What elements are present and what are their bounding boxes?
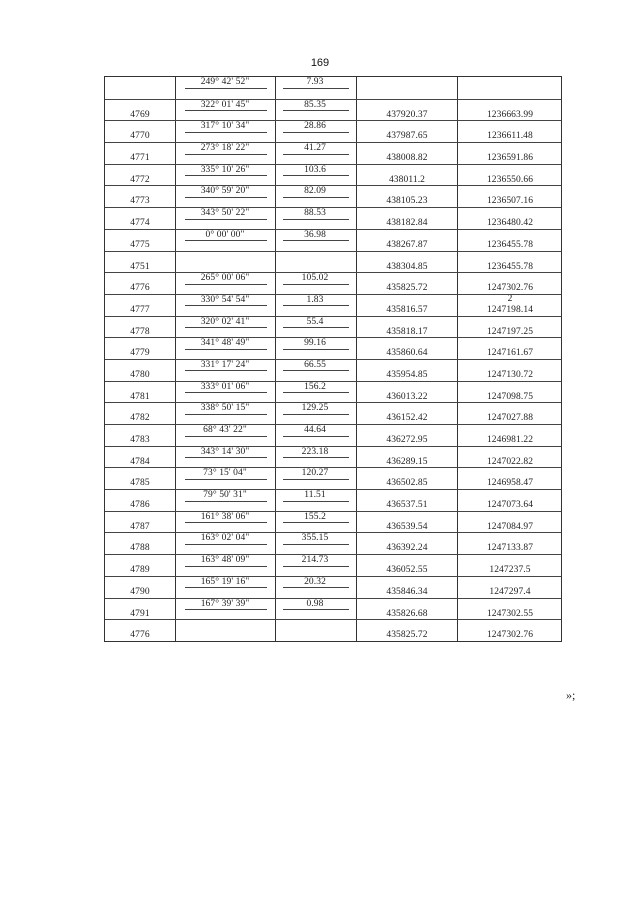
distance-cell: 44.64 bbox=[304, 425, 326, 435]
sub-row-line bbox=[283, 566, 349, 567]
table-row bbox=[105, 359, 561, 381]
table-row bbox=[105, 446, 561, 468]
distance-cell: 99.16 bbox=[304, 338, 326, 349]
x-coordinate-cell: 435860.64 bbox=[386, 348, 428, 359]
sub-row-line bbox=[283, 197, 349, 198]
sub-row-line bbox=[185, 566, 267, 567]
sub-row-line bbox=[283, 305, 349, 306]
y-coordinate-cell: 1247022.82 bbox=[486, 456, 534, 467]
x-coordinate-cell: 435954.85 bbox=[386, 369, 428, 380]
point-cell: 4775 bbox=[130, 239, 150, 250]
x-coordinate-cell: 438008.82 bbox=[386, 153, 428, 164]
point-cell: 4772 bbox=[130, 174, 150, 185]
x-coordinate-cell: 438011.2 bbox=[388, 174, 426, 185]
sub-row-line bbox=[185, 175, 267, 176]
sub-row-line bbox=[185, 522, 267, 523]
table-row bbox=[105, 77, 561, 99]
angle-cell: 0° 00' 00" bbox=[205, 229, 245, 240]
x-coordinate-cell: 437920.37 bbox=[386, 109, 428, 120]
sub-row-line bbox=[283, 501, 349, 502]
y-coordinate-cell: 1236611.48 bbox=[487, 131, 533, 142]
point-cell: 4778 bbox=[130, 326, 150, 337]
y-coordinate-cell: 1247130.72 bbox=[486, 369, 534, 380]
y-coordinate-cell: 1236455.78 bbox=[486, 261, 534, 272]
table-row bbox=[105, 402, 561, 424]
angle-cell: 331° 17' 24" bbox=[200, 359, 250, 370]
sub-row-line bbox=[185, 587, 267, 588]
table-row bbox=[105, 467, 561, 489]
sub-row-line bbox=[185, 240, 267, 241]
x-coordinate-cell: 435825.72 bbox=[386, 283, 428, 294]
angle-cell: 340° 59' 20" bbox=[200, 186, 250, 197]
sub-row-line bbox=[185, 110, 267, 111]
y-coordinate-cell: 1247133.87 bbox=[486, 543, 534, 554]
table-row bbox=[105, 381, 561, 403]
sub-row-line bbox=[185, 284, 267, 285]
distance-cell: 11.51 bbox=[304, 490, 326, 501]
y-coordinate-cell: 1246981.22 bbox=[486, 435, 534, 445]
table-row bbox=[105, 576, 561, 598]
y-coordinate-cell: 1236507.16 bbox=[486, 196, 534, 207]
point-cell: 4781 bbox=[130, 391, 150, 402]
sub-row-line bbox=[283, 436, 349, 437]
x-coordinate-cell: 436502.85 bbox=[386, 478, 428, 489]
y-coordinate-cell: 1236550.66 bbox=[486, 174, 534, 185]
angle-cell: 338° 50' 15" bbox=[200, 403, 250, 414]
point-cell: 4784 bbox=[130, 456, 150, 467]
y-coordinate-cell: 1247302.55 bbox=[486, 608, 534, 619]
distance-cell: 120.27 bbox=[301, 468, 329, 479]
point-cell: 4774 bbox=[130, 218, 150, 229]
distance-cell: 82.09 bbox=[304, 186, 326, 197]
y-coordinate-cell: 1247084.97 bbox=[486, 521, 534, 532]
page-number: 169 bbox=[310, 57, 330, 69]
sub-row-line bbox=[283, 240, 349, 241]
sub-row-line bbox=[185, 479, 267, 480]
y-coordinate-cell: 1247161.67 bbox=[486, 348, 534, 359]
distance-cell: 156.2 bbox=[304, 381, 326, 392]
x-coordinate-cell: 436392.24 bbox=[386, 543, 428, 554]
x-coordinate-cell: 436152.42 bbox=[386, 413, 428, 424]
sub-row-line bbox=[283, 522, 349, 523]
point-cell: 4780 bbox=[130, 369, 150, 380]
table-row bbox=[105, 251, 561, 273]
sub-row-line bbox=[283, 544, 349, 545]
angle-cell: 163° 02' 04" bbox=[200, 533, 250, 544]
sub-row-line bbox=[185, 154, 267, 155]
point-cell: 4791 bbox=[130, 608, 150, 619]
angle-cell: 167° 39' 39" bbox=[200, 598, 250, 609]
angle-cell: 317° 10' 34" bbox=[200, 121, 250, 132]
table-row bbox=[105, 619, 561, 641]
angle-cell: 322° 01' 45" bbox=[200, 99, 250, 110]
sub-row-line bbox=[283, 284, 349, 285]
distance-cell: 155.2 bbox=[304, 511, 326, 522]
distance-cell: 41.27 bbox=[304, 143, 326, 154]
sub-row-line bbox=[283, 327, 349, 328]
sub-row-line bbox=[185, 305, 267, 306]
sub-row-line bbox=[185, 197, 267, 198]
table-row bbox=[105, 554, 561, 576]
point-cell: 4751 bbox=[130, 261, 150, 272]
sub-row-line bbox=[185, 501, 267, 502]
y-coordinate-cell: 1247237.5 bbox=[489, 565, 531, 576]
sub-row-line bbox=[185, 414, 267, 415]
closing-quote-mark: »; bbox=[566, 688, 576, 702]
point-cell: 4776 bbox=[130, 283, 150, 294]
point-cell: 4785 bbox=[130, 478, 150, 489]
sub-row-line bbox=[185, 609, 267, 610]
point-cell: 4788 bbox=[130, 543, 150, 554]
x-coordinate-cell: 436289.15 bbox=[386, 456, 428, 467]
y-coordinate-cell: 1247302.76 bbox=[486, 283, 534, 294]
angle-cell: 161° 38' 06" bbox=[200, 511, 250, 522]
point-cell: 4773 bbox=[130, 196, 150, 207]
angle-cell: 335° 10' 26" bbox=[200, 164, 250, 175]
sub-row-line bbox=[185, 132, 267, 133]
table-row bbox=[105, 489, 561, 511]
point-cell: 4783 bbox=[130, 435, 150, 445]
distance-cell: 103.6 bbox=[304, 164, 326, 175]
y-coordinate-cell: 1247198.14 bbox=[486, 304, 534, 315]
x-coordinate-cell: 435818.17 bbox=[386, 326, 428, 337]
distance-cell: 129.25 bbox=[301, 403, 329, 414]
point-cell: 4779 bbox=[130, 348, 150, 359]
point-cell: 4782 bbox=[130, 413, 150, 424]
y-coordinate-cell: 1247197.25 bbox=[486, 326, 534, 337]
angle-cell: 68° 43' 22" bbox=[203, 425, 247, 435]
y-coordinate-cell: 1236455.78 bbox=[486, 239, 534, 250]
angle-cell: 273° 18' 22" bbox=[200, 143, 250, 154]
table-row bbox=[105, 316, 561, 338]
x-coordinate-cell: 435826.68 bbox=[386, 608, 428, 619]
table-row bbox=[105, 294, 561, 316]
x-coordinate-cell: 436013.22 bbox=[386, 391, 428, 402]
distance-cell: 28.86 bbox=[304, 121, 326, 132]
distance-cell: 85.35 bbox=[304, 99, 326, 110]
y-coordinate-cell: 1246958.47 bbox=[486, 478, 534, 489]
sub-row-line bbox=[283, 457, 349, 458]
sub-row-line bbox=[185, 88, 267, 89]
table-row bbox=[105, 424, 561, 446]
sub-row-line bbox=[283, 219, 349, 220]
angle-cell: 320° 02' 41" bbox=[200, 316, 250, 327]
sub-row-line bbox=[185, 392, 267, 393]
angle-cell: 333° 01' 06" bbox=[200, 381, 250, 392]
y-coordinate-cell: 1236480.42 bbox=[486, 218, 534, 229]
table-row bbox=[105, 142, 561, 164]
angle-cell: 341° 48' 49" bbox=[200, 338, 250, 349]
sub-row-line bbox=[283, 132, 349, 133]
x-coordinate-cell: 438304.85 bbox=[386, 261, 428, 272]
sub-row-line bbox=[283, 154, 349, 155]
table-row bbox=[105, 99, 561, 121]
x-coordinate-cell: 436052.55 bbox=[386, 565, 428, 576]
distance-cell: 223.18 bbox=[301, 446, 329, 457]
sub-row-line bbox=[185, 544, 267, 545]
x-coordinate-cell: 437987.65 bbox=[386, 131, 428, 142]
sub-row-line bbox=[283, 110, 349, 111]
sub-row-line bbox=[185, 457, 267, 458]
x-coordinate-cell: 438182.84 bbox=[386, 218, 428, 229]
y-coordinate-cell: 1247027.88 bbox=[486, 413, 534, 424]
point-cell: 4771 bbox=[130, 153, 150, 164]
angle-cell: 73° 15' 04" bbox=[203, 468, 247, 479]
sub-row-line bbox=[185, 349, 267, 350]
sub-row-line bbox=[283, 479, 349, 480]
point-cell: 4776 bbox=[130, 630, 150, 641]
x-coordinate-cell: 436539.54 bbox=[386, 521, 428, 532]
sub-row-line bbox=[185, 370, 267, 371]
y-coordinate-cell: 1247098.75 bbox=[486, 391, 534, 402]
table-row bbox=[105, 207, 561, 229]
sub-row-line bbox=[185, 436, 267, 437]
distance-cell: 20.32 bbox=[304, 576, 326, 587]
distance-cell: 88.53 bbox=[304, 208, 326, 219]
point-cell: 4786 bbox=[130, 500, 150, 511]
sub-row-line bbox=[185, 327, 267, 328]
sub-row-line bbox=[283, 392, 349, 393]
sub-row-line bbox=[283, 609, 349, 610]
angle-cell: 330° 54' 54" bbox=[200, 294, 250, 305]
table-row bbox=[105, 337, 561, 359]
sub-row-line bbox=[283, 414, 349, 415]
table-row bbox=[105, 598, 561, 620]
x-coordinate-cell: 435825.72 bbox=[386, 630, 428, 641]
sub-row-line bbox=[283, 370, 349, 371]
point-cell: 4790 bbox=[130, 586, 150, 597]
angle-cell: 343° 14' 30" bbox=[200, 446, 250, 457]
point-cell: 4789 bbox=[130, 565, 150, 576]
angle-cell: 343° 50' 22" bbox=[200, 208, 250, 219]
y-coordinate-cell: 1236591.86 bbox=[486, 153, 534, 164]
table-row bbox=[105, 532, 561, 554]
angle-cell: 163° 48' 09" bbox=[200, 555, 250, 566]
angle-cell: 79° 50' 31" bbox=[203, 490, 247, 501]
distance-cell: 66.55 bbox=[304, 359, 326, 370]
sub-row-line bbox=[283, 349, 349, 350]
x-coordinate-cell: 438267.87 bbox=[386, 239, 428, 250]
coordinates-table bbox=[104, 76, 562, 642]
y-coordinate-cell: 1247297.4 bbox=[489, 586, 531, 597]
distance-cell: 105.02 bbox=[301, 273, 329, 284]
distance-cell: 355.15 bbox=[301, 533, 329, 544]
distance-cell: 7.93 bbox=[306, 77, 324, 87]
sub-row-line bbox=[283, 88, 349, 89]
x-coordinate-cell: 436537.51 bbox=[386, 500, 428, 511]
y-coordinate-overflow: 2 bbox=[507, 294, 513, 305]
y-coordinate-cell: 1236663.99 bbox=[486, 109, 534, 120]
x-coordinate-cell: 436272.95 bbox=[386, 435, 428, 445]
table-row bbox=[105, 229, 561, 251]
point-cell: 4777 bbox=[130, 304, 150, 315]
point-cell: 4787 bbox=[130, 521, 150, 532]
table-row bbox=[105, 164, 561, 186]
distance-cell: 214.73 bbox=[301, 555, 329, 566]
y-coordinate-cell: 1247302.76 bbox=[486, 630, 534, 641]
table-row bbox=[105, 185, 561, 207]
angle-cell: 249° 42' 52" bbox=[200, 77, 250, 87]
table-row bbox=[105, 120, 561, 142]
angle-cell: 165° 19' 16" bbox=[200, 576, 250, 587]
point-cell: 4769 bbox=[130, 109, 150, 120]
distance-cell: 0.98 bbox=[306, 598, 324, 609]
distance-cell: 1.83 bbox=[306, 294, 324, 305]
distance-cell: 55.4 bbox=[306, 316, 324, 327]
x-coordinate-cell: 435816.57 bbox=[386, 304, 428, 315]
y-coordinate-cell: 1247073.64 bbox=[486, 500, 534, 511]
x-coordinate-cell: 438105.23 bbox=[386, 196, 428, 207]
sub-row-line bbox=[283, 587, 349, 588]
distance-cell: 36.98 bbox=[304, 229, 326, 240]
angle-cell: 265° 00' 06" bbox=[200, 273, 250, 284]
sub-row-line bbox=[185, 219, 267, 220]
table-row bbox=[105, 511, 561, 533]
sub-row-line bbox=[283, 175, 349, 176]
point-cell: 4770 bbox=[130, 131, 150, 142]
x-coordinate-cell: 435846.34 bbox=[386, 586, 428, 597]
